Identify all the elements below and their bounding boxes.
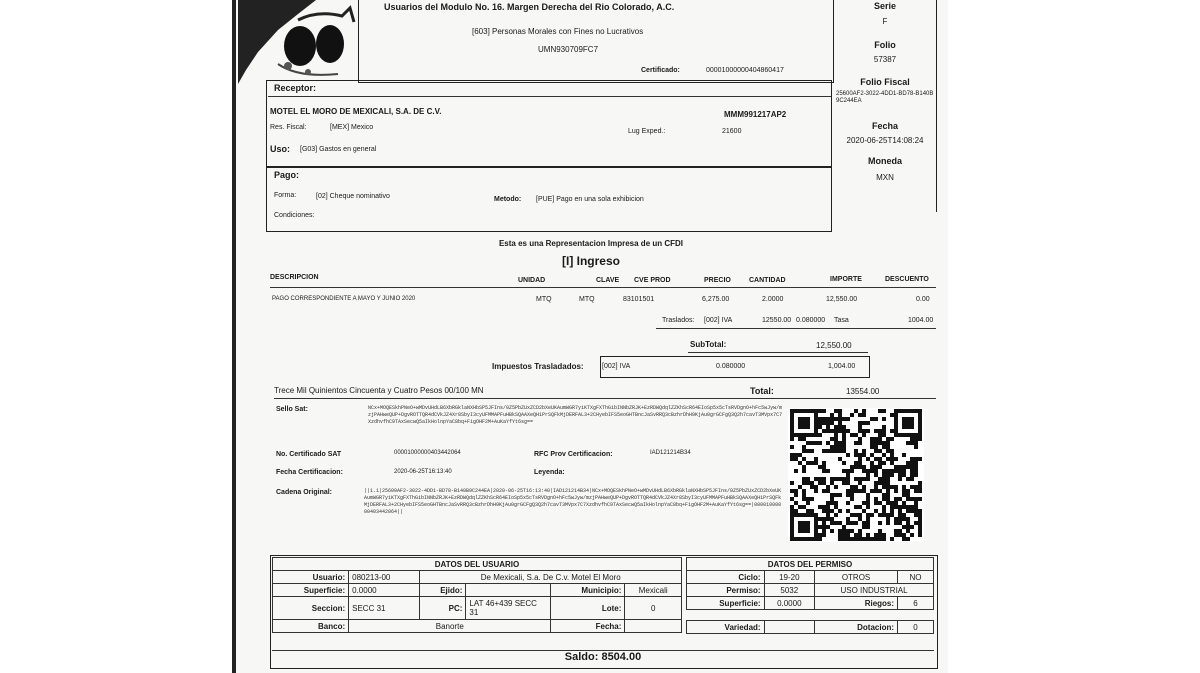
municipio-value: Mexicali [625, 584, 682, 597]
dotacion-value: 0 [898, 621, 934, 634]
saldo: Saldo: 8504.00 [272, 650, 934, 663]
leyenda-label: Leyenda: [534, 469, 565, 476]
fecha-cert-value: 2020-06-25T16:13:40 [394, 469, 452, 475]
seccion-value: SECC 31 [349, 597, 420, 620]
col-precio: PRECIO [704, 277, 731, 284]
banco-value: Banorte [349, 620, 551, 633]
usuario-value: 080213-00 [349, 571, 420, 584]
concept-descuento: 0.00 [916, 296, 930, 303]
issuer-cert-label: Certificado: [641, 67, 680, 74]
concept-cantidad: 2.0000 [762, 296, 784, 303]
permiso-uso: USO INDUSTRIAL [815, 584, 934, 597]
sello-sat-value: NCx+MOQESkhPNeO+wMDvUHdLB6XbRGklaNXHbSP5JFIns/0Z5PbZUxZCD2bXeUKAumWGR7yiKTXgFXThGibINNbZRJK+EzRDWQdqlZZKhScR64EIoSp5x5cTsRVDgnO+hFc5wJyw/mzjPAHweQUP+DgvROTTQR4dCVkJZ4Xr8SbyI3cyUFMMAPFuHBkSQAAXeQH1PrSQFkMjDERFAL3+2CHyebIFS5eoGHTBncJaSvRRQ3cBzhrDhH9KjAu0grGCFgQ3Q2h7cavT3MVpx7C7XzdhvfhC9TAxSecwQ5aIkHolnpYaC8bq+FigOHF2M+AuKaYfYt6sg== [368, 405, 783, 425]
issuer-logo [238, 0, 358, 84]
permiso-superficie-value: 0.0000 [764, 597, 814, 610]
ciclo-otros: OTROS [815, 571, 898, 584]
permiso-spacer [687, 610, 934, 621]
concept-cve-prod: 83101501 [623, 296, 655, 303]
moneda-label: Moneda [867, 156, 902, 166]
traslados-rate: 0.080000 [796, 317, 826, 324]
rfc-prov-value: IAD121214B34 [650, 450, 691, 456]
variedad-label: Variedad: [687, 621, 765, 634]
folio-value: 57387 [873, 55, 897, 64]
traslados-tasa: Tasa [834, 317, 849, 324]
impuestos-label: Impuestos Trasladados: [492, 362, 584, 371]
qr-code [788, 408, 924, 542]
uso-label: Uso: [270, 144, 290, 154]
superficie-value: 0.0000 [349, 584, 420, 597]
ciclo-no: NO [898, 571, 934, 584]
ciclo-label: Ciclo: [687, 571, 765, 584]
permiso-title: DATOS DEL PERMISO [687, 558, 934, 571]
impuestos-box [600, 356, 870, 378]
concept-precio: 6,275.00 [702, 296, 730, 303]
traslados-line [656, 328, 936, 329]
pc-label: PC: [420, 597, 466, 620]
serie-label: Serie [873, 1, 897, 11]
side-panel [834, 0, 937, 212]
usuario-title: DATOS DEL USUARIO [273, 558, 682, 571]
total-label: Total: [750, 386, 774, 396]
banco-label: Banco: [273, 620, 349, 633]
amount-in-words: Trece Mil Quinientos Cincuenta y Cuatro Pesos 00/100 MN [274, 386, 484, 395]
forma-label: Forma: [274, 192, 297, 199]
folio-fiscal-value: 25600AF2-3022-4DD1-BD78-B140B9C244EA [836, 91, 934, 104]
concept-importe: 12,550.00 [826, 296, 858, 303]
uso-value: [G03] Gastos en general [300, 146, 377, 153]
pago-title: Pago: [274, 170, 300, 180]
ejido-label: Ejido: [420, 584, 466, 597]
usuario-label: Usuario: [273, 571, 349, 584]
issuer-cert-value: 00001000000404860417 [706, 67, 784, 74]
traslados-amount: 1004.00 [908, 317, 934, 324]
traslados-base: 12550.00 [762, 317, 792, 324]
lote-label: Lote: [551, 597, 625, 620]
municipio-label: Municipio: [551, 584, 625, 597]
col-cantidad: CANTIDAD [749, 277, 786, 284]
superficie-label: Superficie: [273, 584, 349, 597]
folio-label: Folio [874, 40, 896, 50]
metodo-value: [PUE] Pago en una sola exhibicion [536, 196, 644, 203]
receptor-divider [268, 96, 831, 97]
lote-value: 0 [625, 597, 682, 620]
folio-fiscal-label: Folio Fiscal [860, 77, 910, 87]
receptor-title: Receptor: [274, 83, 317, 93]
col-unidad: UNIDAD [518, 277, 546, 284]
fecha-cert-label: Fecha Certificacion: [276, 469, 343, 476]
usuario-name: De Mexicali, S.a. De C.v. Motel El Moro [420, 571, 682, 584]
condiciones-label: Condiciones: [274, 212, 315, 219]
seccion-label: Seccion: [273, 597, 349, 620]
cadena-original-value: ||1.1|25600AF2-3022-4DD1-BD78-B140B9C244EA|2020-06-25T16:13:40|IAD121214B34|NCx+MOQESkhPNeO+wMDvUHdLB6XbRGklaNXHbSP5JFIns/0Z5PbZUxZCD2bXeUKAumWGR7yiKTXgFXThGibINNbZRJK+EzRDWQdqlZZKhScR64EIoSp5x5cTsRVDgnO+hFc5wJyw/mzjPAHweQUP+DgvROTTQR4dCVkJZ4Xr8SbyI3cyUFMMAPFuHBkSQAAXeQH1PrSQFkMjDERFAL3+2CHyebIFS5eoGHTBncJaSvRRQ3cBzhrDhH9KjAu0grGCFgQ3Q2h7cavT3MVpx7C7XzdhvfhC9TAxSecwQ5aIkHolnpYaC8bq+FigOHF2M+AuKaYfYt6sg==|00001000000403442064|| [364, 488, 782, 515]
res-fiscal-label: Res. Fiscal: [270, 124, 307, 131]
fecha-value: 2020-06-25T14:08:24 [846, 136, 924, 145]
concept-unidad: MTQ [536, 296, 552, 303]
col-importe: IMPORTE [830, 276, 862, 283]
receptor-rfc: MMM991217AP2 [724, 110, 787, 119]
concept-description: PAGO CORRESPONDIENTE A MAYO Y JUNIO 2020 [272, 296, 416, 302]
rfc-prov-label: RFC Prov Certificacion: [534, 451, 613, 458]
total-line [274, 398, 936, 399]
total-value: 13554.00 [846, 387, 880, 396]
col-clave: CLAVE [596, 277, 620, 284]
serie-value: F [882, 17, 888, 26]
issuer-regime: [603] Personas Morales con Fines no Lucrativos [472, 27, 644, 36]
issuer-rfc: UMN930709FC7 [538, 45, 599, 54]
variedad-value [764, 621, 814, 634]
forma-value: [02] Cheque nominativo [316, 193, 390, 200]
subtotal-value: 12,550.00 [816, 341, 852, 350]
impuestos-tax: [002] IVA [602, 363, 631, 370]
metodo-label: Metodo: [494, 196, 522, 203]
riegos-value: 6 [898, 597, 934, 610]
col-descripcion: DESCRIPCION [270, 274, 319, 281]
pc-value: LAT 46+439 SECC 31 [466, 597, 551, 620]
sello-sat-label: Sello Sat: [276, 406, 308, 413]
receptor-name: MOTEL EL MORO DE MEXICALI, S.A. DE C.V. [270, 107, 442, 116]
permiso-value: 5032 [764, 584, 814, 597]
res-fiscal-value: [MEX] Mexico [330, 124, 374, 131]
riegos-label: Riegos: [815, 597, 898, 610]
subtotal-label: SubTotal: [690, 340, 727, 349]
traslados-tax: [002] IVA [704, 317, 733, 324]
concepts-header-line [270, 287, 936, 288]
no-cert-sat-value: 00001000000403442064 [394, 450, 461, 456]
traslados-label: Traslados: [662, 317, 695, 324]
permiso-table [686, 557, 934, 634]
dotacion-label: Dotacion: [815, 621, 898, 634]
no-cert-sat-label: No. Certificado SAT [276, 451, 342, 458]
cfdi-type: [I] Ingreso [561, 254, 620, 268]
moneda-value: MXN [876, 173, 894, 182]
lug-exped-value: 21600 [722, 128, 742, 135]
col-cve-prod: CVE PROD [634, 277, 671, 284]
fecha-label: Fecha [871, 121, 898, 131]
concept-clave: MTQ [579, 296, 595, 303]
permiso-label: Permiso: [687, 584, 765, 597]
fecha-usuario-value [625, 620, 682, 633]
cadena-original-label: Cadena Original: [276, 489, 333, 496]
permiso-superficie-label: Superficie: [687, 597, 765, 610]
ciclo-value: 19-20 [764, 571, 814, 584]
fecha-usuario-label: Fecha: [551, 620, 625, 633]
col-descuento: DESCUENTO [885, 276, 929, 283]
ejido-value [466, 584, 551, 597]
subtotal-line [688, 352, 868, 353]
cfdi-heading: Esta es una Representacion Impresa de un CFDI [498, 239, 684, 248]
invoice-page [236, 0, 948, 673]
usuario-table [272, 557, 682, 633]
issuer-name: Usuarios del Modulo No. 16. Margen Derecha del Rio Colorado, A.C. [384, 2, 675, 12]
lug-exped-label: Lug Exped.: [628, 128, 666, 135]
impuestos-value: 1,004.00 [828, 363, 856, 370]
impuestos-rate: 0.080000 [716, 363, 746, 370]
